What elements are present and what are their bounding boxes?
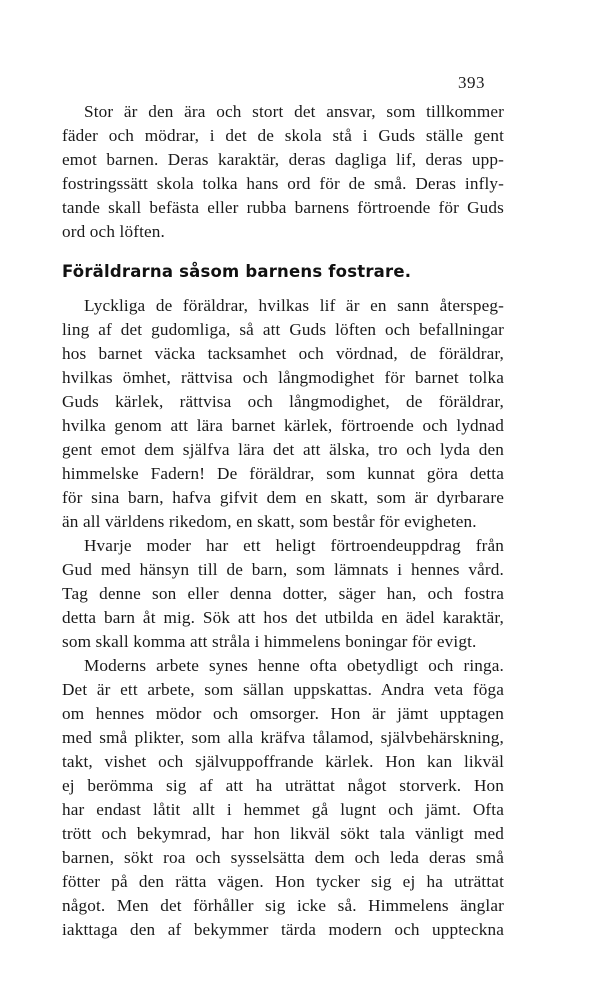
text-line: himmelske Fadern! De föräldrar, som kunnat göra detta	[62, 464, 504, 483]
text-line: fostringssätt skola tolka hans ord för de små. Deras infly-	[62, 174, 504, 193]
text-line: detta barn åt mig. Sök att hos det utbilda en ädel karaktär,	[62, 608, 504, 627]
text-line: hos barnet väcka tacksamhet och vördnad, de föräldrar,	[62, 344, 504, 363]
text-line: Tag denne son eller denna dotter, säger han, och fostra	[62, 584, 504, 603]
text-line: Det är ett arbete, som sällan uppskattas. Andra veta föga	[62, 680, 504, 699]
text-line: fötter på den rätta vägen. Hon tycker sig ej ha uträttat	[62, 872, 504, 891]
text-line: fäder och mödrar, i det de skola stå i Guds ställe gent	[62, 126, 504, 145]
text-line: takt, vishet och självuppoffrande kärlek. Hon kan likväl	[62, 752, 504, 771]
text-line: tande skall befästa eller rubba barnens förtroende för Guds	[62, 198, 504, 217]
text-line: Stor är den ära och stort det ansvar, som tillkommer	[84, 102, 504, 121]
text-line: gent emot dem själfva lära det att älska, tro och lyda den	[62, 440, 504, 459]
text-line: barnen, sökt roa och sysselsätta dem och leda deras små	[62, 848, 504, 867]
text-line: Guds kärlek, rättvisa och långmodighet, de föräldrar,	[62, 392, 504, 411]
text-line: trött och bekymrad, har hon likväl sökt tala vänligt med	[62, 824, 504, 843]
text-line: har endast låtit allt i hemmet gå lugnt och jämt. Ofta	[62, 800, 504, 819]
text-line: än all världens rikedom, en skatt, som består för evigheten.	[62, 512, 477, 531]
text-line: ling af det gudomliga, så att Guds löften och befallningar	[62, 320, 504, 339]
text-line: med små plikter, som alla kräfva tålamod, självbehärskning,	[62, 728, 504, 747]
text-line: emot barnen. Deras karaktär, deras dagliga lif, deras upp-	[62, 150, 504, 169]
text-line: Hvarje moder har ett heligt förtroendeuppdrag från	[84, 536, 504, 555]
text-line: hvilkas ömhet, rättvisa och långmodighet för barnet tolka	[62, 368, 504, 387]
text-line: för sina barn, hafva gifvit dem en skatt, som är dyrbarare	[62, 488, 504, 507]
body-text	[62, 294, 504, 942]
text-line: Lyckliga de föräldrar, hvilkas lif är en sann återspeg-	[84, 296, 504, 315]
text-line: som skall komma att stråla i himmelens boningar för evigt.	[62, 632, 477, 651]
text-line: ord och löften.	[62, 222, 165, 241]
text-line: iakttaga den af bekymmer tärda modern och uppteckna	[62, 920, 504, 939]
text-line: något. Men det förhåller sig icke så. Himmelens änglar	[62, 896, 504, 915]
text-line: hvilka genom att lära barnet kärlek, förtroende och lydnad	[62, 416, 504, 435]
text-line: ej berömma sig af att ha uträttat något storverk. Hon	[62, 776, 504, 795]
text-line: Gud med hänsyn till de barn, som lämnats i hennes vård.	[62, 560, 504, 579]
text-line: Moderns arbete synes henne ofta obetydligt och ringa.	[84, 656, 504, 675]
intro-paragraph	[62, 100, 504, 244]
text-line: om hennes mödor och omsorger. Hon är jämt upptagen	[62, 704, 504, 723]
page-number: 393	[458, 73, 485, 92]
section-heading: Föräldrarna såsom barnens fostrare.	[62, 262, 412, 281]
